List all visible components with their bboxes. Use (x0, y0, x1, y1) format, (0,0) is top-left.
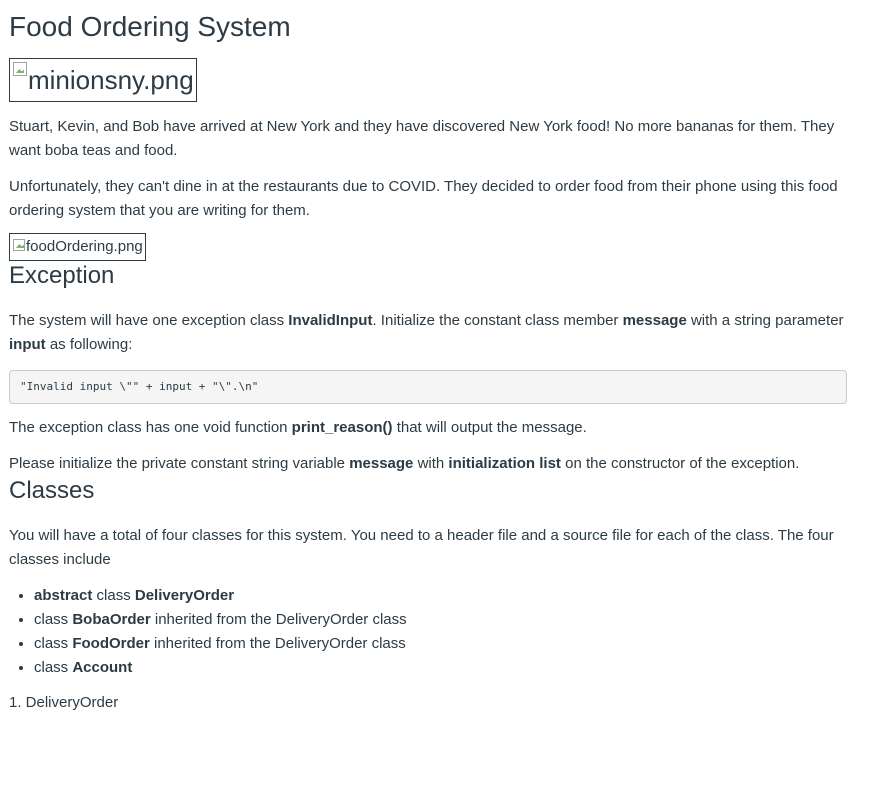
text-span: . Initialize the constant class member (372, 312, 623, 329)
delivery-order-subheading: 1. DeliveryOrder (9, 694, 119, 711)
minions-image (9, 58, 197, 102)
term-initialization-list: initialization list (448, 455, 561, 472)
minions-image-alt: minionsny.png (28, 65, 194, 95)
text-span: The system will have one exception class (9, 312, 289, 329)
assignment-page (9, 0, 849, 715)
text-span: with (413, 455, 449, 472)
text-span: class (34, 659, 73, 676)
keyword-abstract: abstract (34, 587, 93, 604)
text-span: with a string parameter (686, 312, 844, 329)
code-block: "Invalid input \"" + input + "\".\n" (9, 370, 847, 404)
text-span: inherited from the DeliveryOrder class (149, 635, 406, 652)
minions-image-wrapper (9, 44, 849, 102)
exception-heading: Exception (9, 262, 115, 289)
class-name: DeliveryOrder (134, 587, 235, 604)
member-name-message: message (349, 455, 414, 472)
list-item (34, 632, 849, 656)
text-span: class (34, 611, 73, 628)
intro-paragraph-2: Unfortunately, they can't dine in at the restaurants due to COVID. They decided to order food from their phone using this food ordering system that you are writing for them. (9, 178, 838, 219)
text-span: on the constructor of the exception. (560, 455, 800, 472)
list-item (34, 656, 849, 680)
class-name: BobaOrder (72, 611, 151, 628)
text-span: class (92, 587, 135, 604)
class-name: Account (72, 659, 133, 676)
member-name-message: message (622, 312, 687, 329)
classes-intro-paragraph: You will have a total of four classes for this system. You need to a header file and a source file for each of the class. The four classes include (9, 527, 834, 568)
class-name-invalidinput: InvalidInput (288, 312, 373, 329)
page-title: Food Ordering System (9, 11, 291, 42)
param-name-input: input (9, 336, 46, 353)
text-span: The exception class has one void function (9, 419, 292, 436)
broken-image-icon (13, 239, 25, 251)
class-name: FoodOrder (72, 635, 150, 652)
food-ordering-image-wrapper (9, 223, 849, 261)
exception-paragraph-2 (9, 416, 849, 440)
function-name-print-reason: print_reason() (291, 419, 393, 436)
food-ordering-image (9, 233, 146, 261)
list-item (34, 608, 849, 632)
food-ordering-image-alt: foodOrdering.png (26, 238, 143, 255)
exception-paragraph-1 (9, 309, 849, 357)
intro-paragraph-1: Stuart, Kevin, and Bob have arrived at New York and they have discovered New York food! No more bananas for them. They want boba teas and food. (9, 118, 835, 159)
text-span: inherited from the DeliveryOrder class (150, 611, 407, 628)
text-span: as following: (45, 336, 133, 353)
classes-heading: Classes (9, 477, 95, 504)
text-span: Please initialize the private constant string variable (9, 455, 350, 472)
list-item (34, 584, 849, 608)
exception-paragraph-3 (9, 452, 849, 476)
class-list (9, 584, 849, 680)
broken-image-icon (13, 62, 27, 76)
text-span: that will output the message. (392, 419, 587, 436)
text-span: class (34, 635, 73, 652)
